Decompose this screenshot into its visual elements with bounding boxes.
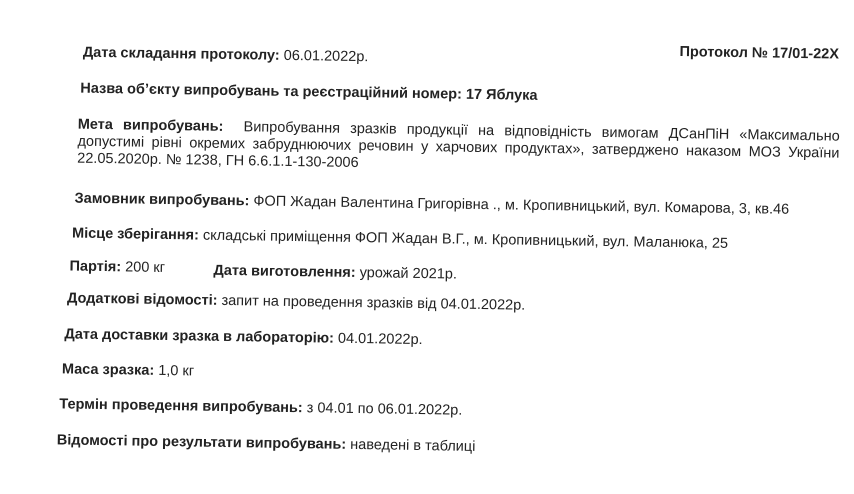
field-label: Дата виготовлення: [213,262,356,281]
field-label: Відомості про результати випробувань: [56,432,347,453]
protocol-number: Протокол № 17/01-22X [679,44,840,63]
field-label: Додаткові відомості: [66,290,218,309]
field-purpose [77,117,840,180]
field-delivery-date [64,326,422,349]
field-label: Маса зразка: [61,361,155,379]
field-value: наведені в таблиці [350,436,476,455]
field-label: Дата доставки зразка в лабораторію: [64,326,335,347]
field-test-period [59,396,462,419]
field-additional [67,290,525,314]
field-results-info [57,432,476,456]
field-sample-mass [62,361,194,380]
field-label: Дата складання протоколу: [82,44,280,64]
field-object-name [80,81,537,105]
field-label: Замовник випробувань: [74,190,250,210]
field-value: складські приміщення ФОП Жадан В.Г., м. Кропивницький, вул. Маланюка, 25 [202,227,729,252]
field-manufacture-date [213,263,457,284]
field-value: 200 кг [125,259,166,276]
field-label: Термін проведення випробувань: [59,396,303,417]
field-storage [72,226,728,253]
field-customer [74,191,789,219]
field-label: Місце зберігання: [71,225,200,244]
field-value: 04.01.2022р. [337,330,423,349]
field-value: 06.01.2022р. [283,47,369,66]
field-value: урожай 2021р. [359,265,458,283]
field-batch [69,258,165,276]
field-label: Назва об’єкту випробувань та реєстраційний номер: [80,80,463,103]
field-value: Випробування зразків продукції на відповідність вимогам ДСанПіН «Максимально допустимі рівні окремих забруднюючих речовин у харчових продуктах», затверджено наказом МОЗ України 22.05.2020р. № 1238, ГН 6.6.1.1-130-2006 [77,119,840,172]
field-value: 1,0 кг [158,362,195,380]
field-label: Партія: [69,258,122,276]
field-value: з 04.01 по 06.01.2022р. [306,400,463,419]
field-value: 17 Яблука [465,86,538,104]
field-label: Мета випробувань: [77,116,224,135]
field-value: запит на проведення зразків від 04.01.2022р. [221,292,526,314]
field-date-compiled [83,45,369,66]
field-value: ФОП Жадан Валентина Григорівна ., м. Кропивницький, вул. Комарова, 3, кв.46 [253,193,790,218]
